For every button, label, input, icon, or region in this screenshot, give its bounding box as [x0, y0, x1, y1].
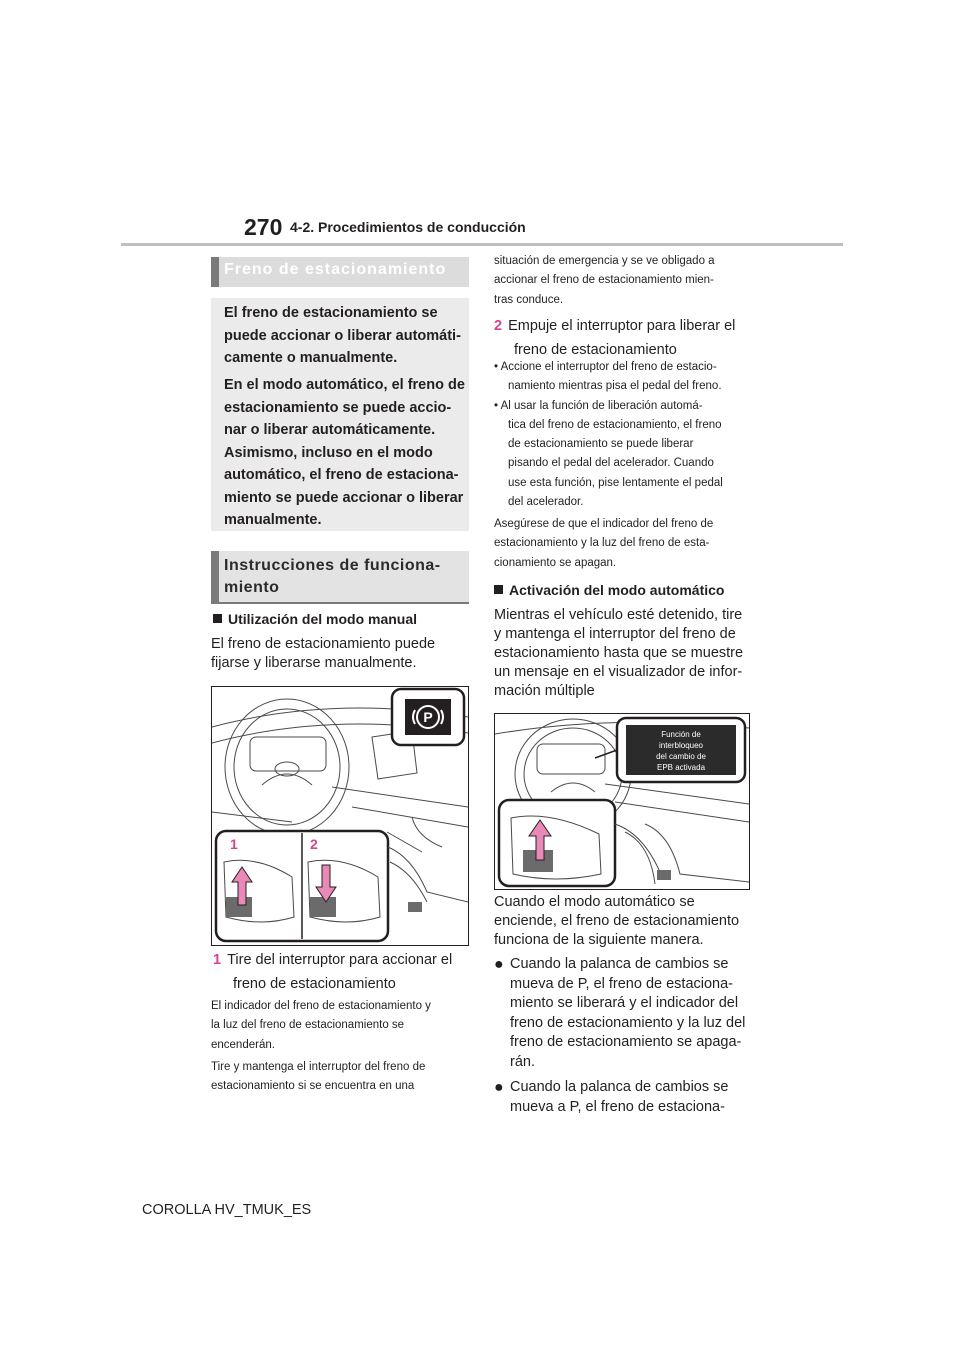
text-line: Cuando el modo automático se — [494, 894, 695, 910]
intro-box — [211, 298, 469, 531]
text-line: freno de estacionamiento se apaga- — [510, 1034, 742, 1050]
message-line: EPB activada — [656, 763, 706, 772]
text-line: funciona de la siguiente manera. — [494, 932, 704, 948]
bullet-text: Al usar la función de liberación automá- — [500, 399, 703, 412]
subheading-text: Activación del modo automático — [509, 582, 725, 598]
p-symbol: P — [423, 709, 433, 725]
continued-text — [494, 252, 715, 310]
band-title-line: miento — [224, 579, 280, 596]
intro-line: En el modo automático, el freno de — [224, 377, 465, 393]
text-line: freno de estacionamiento — [514, 342, 677, 358]
bullet-item — [494, 397, 723, 513]
intro-line: nar o liberar automáticamente. — [224, 422, 436, 438]
text-line: un mensaje en el visualizador de infor- — [494, 664, 743, 680]
band-title-line: Instrucciones de funciona- — [224, 557, 441, 574]
step-2 — [494, 314, 735, 362]
text-line: namiento mientras pisa el pedal del freno. — [508, 380, 722, 393]
when-text — [494, 893, 739, 950]
switch-inset — [499, 800, 615, 886]
band-rule — [211, 602, 469, 604]
text-line: del acelerador. — [508, 496, 584, 509]
text-line: mación múltiple — [494, 683, 595, 699]
section-band-parking-brake — [211, 257, 469, 287]
intro-line: miento se puede accionar o liberar — [224, 489, 464, 506]
text-line: use esta función, pise lentamente el pedal — [508, 476, 723, 489]
message-line: Función de — [661, 730, 701, 739]
message-line: del cambio de — [656, 752, 706, 761]
text-line: enciende, el freno de estacionamiento — [494, 913, 740, 929]
text-line: miento se liberará y el indicador del — [510, 995, 739, 1011]
band-accent — [211, 551, 219, 602]
label-2: 2 — [310, 836, 318, 852]
text-line: freno de estacionamiento y la luz del — [510, 1014, 746, 1031]
dashboard-illustration — [212, 687, 468, 945]
dot-bullet-icon: ● — [494, 956, 504, 973]
text-line: freno de estacionamiento — [233, 976, 396, 992]
page-number: 270 — [244, 214, 283, 240]
text-line: mueva a P, el freno de estaciona- — [510, 1098, 725, 1115]
step-1 — [213, 948, 452, 996]
square-bullet-icon — [213, 614, 222, 623]
text-line: la luz del freno de estacionamiento se — [211, 1019, 405, 1032]
dot-list — [494, 955, 745, 1117]
text-line: fijarse y liberarse manualmente. — [211, 655, 417, 671]
text-line: pisando el pedal del acelerador. Cuando — [508, 457, 714, 470]
text-line: rán. — [510, 1053, 535, 1070]
text-line: tica del freno de estacionamiento, el freno — [508, 418, 722, 431]
text-line — [494, 314, 735, 338]
intro-line: Asimismo, incluso en el modo — [224, 444, 433, 461]
intro-line: estacionamiento se puede accio- — [224, 399, 452, 416]
band-title: Freno de estacionamiento — [224, 261, 447, 278]
header-rule — [121, 243, 843, 246]
label-1: 1 — [230, 836, 238, 852]
intro-line: puede accionar o liberar automáti- — [224, 327, 461, 344]
step-number: 2 — [494, 318, 503, 334]
text-line: situación de emergencia y se ve obligado a — [494, 255, 715, 267]
text-line: Tire y mantenga el interruptor del freno de — [211, 1061, 426, 1073]
step-text: Empuje el interruptor para liberar el — [508, 318, 736, 334]
text-line: El freno de estacionamiento puede — [211, 636, 436, 652]
dashboard-illustration — [495, 714, 749, 889]
intro-line: automático, el freno de estaciona- — [224, 467, 459, 483]
bullet-list — [494, 358, 723, 512]
band-title — [224, 555, 441, 599]
subheading-auto — [494, 582, 724, 598]
subheading-manual — [213, 611, 417, 627]
step-text: Tire del interruptor para accionar el — [227, 952, 453, 968]
figure-manual-mode — [211, 686, 469, 946]
auto-text — [494, 606, 743, 701]
section-title: 4-2. Procedimientos de conducción — [290, 219, 526, 235]
text-line: estacionamiento hasta que se muestre — [494, 645, 744, 661]
ensure-text — [494, 515, 713, 573]
band-accent — [211, 257, 219, 287]
text-line: tras conduce. — [494, 293, 564, 306]
text-line: Cuando la palanca de cambios se — [510, 1079, 729, 1095]
step1-note-2 — [211, 1058, 425, 1097]
text-line: Mientras el vehículo esté detenido, tire — [494, 607, 743, 623]
text-line: • Al usar la función de liberación automá- — [494, 399, 703, 412]
text-line — [213, 948, 452, 972]
text-line: encenderán. — [211, 1038, 275, 1051]
dot-item — [494, 1078, 745, 1117]
text-line: y mantenga el interruptor del freno de — [494, 626, 736, 642]
text-line: El indicador del freno de estacionamiento y — [211, 1000, 431, 1012]
text-line: mueva de P, el freno de estaciona- — [510, 975, 734, 992]
manual-text — [211, 635, 435, 673]
intro-line: camente o manualmente. — [224, 350, 398, 366]
text-line: cionamiento se apagan. — [494, 556, 617, 569]
section-band-instructions — [211, 551, 469, 602]
text-line: accionar el freno de estacionamiento mien- — [494, 274, 714, 287]
square-bullet-icon — [494, 585, 503, 594]
step-number: 1 — [213, 952, 222, 968]
intro-line: manualmente. — [224, 512, 322, 528]
text-line: • Accione el interruptor del freno de estacio- — [494, 361, 717, 373]
text-line: de estacionamiento se puede liberar — [508, 438, 694, 451]
figure-auto-mode — [494, 713, 750, 890]
bullet-item — [494, 358, 723, 397]
text-line: Asegúrese de que el indicador del freno de — [494, 518, 714, 530]
message-line: interbloqueo — [658, 741, 704, 750]
bullet-text: Accione el interruptor del freno de estacio- — [500, 361, 717, 373]
dot-item — [494, 955, 745, 1072]
text-line: estacionamiento y la luz del freno de esta- — [494, 537, 710, 550]
subheading-text: Utilización del modo manual — [228, 611, 418, 627]
footer-text: COROLLA HV_TMUK_ES — [142, 1202, 312, 1218]
text-line: estacionamiento si se encuentra en una — [211, 1080, 415, 1093]
dot-bullet-icon: ● — [494, 1079, 504, 1096]
text-line: Cuando la palanca de cambios se — [510, 956, 729, 972]
step1-note-1 — [211, 997, 431, 1055]
intro-line: El freno de estacionamiento se — [224, 305, 438, 321]
